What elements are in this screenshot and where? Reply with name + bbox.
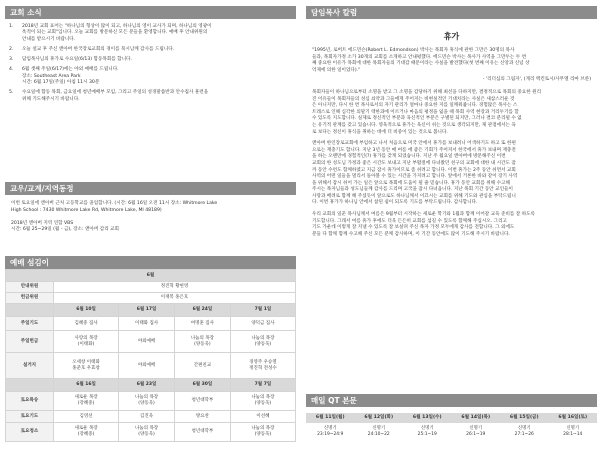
row-label: 토요특송	[6, 392, 54, 411]
row-label: 설거지	[6, 353, 54, 379]
table-cell: 나눔의 목장 (양동욱)	[174, 331, 230, 353]
qt-reference: 신명기 27:1~26	[514, 426, 534, 437]
date-header: 6월 24일	[174, 304, 230, 317]
table-row	[6, 392, 296, 411]
qt-section	[306, 394, 597, 438]
table-row	[6, 353, 296, 379]
table-cell: 정진혁 황현영	[54, 282, 296, 293]
qt-date: 6월 13일(수)	[403, 413, 452, 423]
qt-date: 6월 11일(월)	[306, 413, 355, 423]
notice-header: 교회 소식	[5, 6, 296, 19]
table-row	[6, 282, 296, 293]
article-body-3: 우리 교회의 일꾼 목사님께서 여름은 9월부터 시작하는 새로운 학기와 1월과 함께 이어갈 교육 준비를 잘 하도록 기도합니다. 그래서 여름 휴가 후에도 더욱 든든히 교회를 섬길 수 있도록 함께해 주십시오. 그리고 기도 가운데 이렇게 잘 지낼 수 있도록 잘 보살펴 주신 목자 가정 모두에게 감사를 전합니다. 그 외에도 분들 다 함께 함께 수고해 주신 모든 분께 감사하며, 이 기간 동안에도 많이 기도해 주시기 바랍니다.	[312, 212, 536, 237]
table-cell: 이재복 홍은호	[54, 293, 296, 304]
notice-list	[5, 19, 296, 103]
table-cell: 방요찬	[174, 411, 230, 423]
column-section	[306, 6, 597, 238]
qt-day	[452, 413, 501, 438]
table-cell: 양덕금 집사	[230, 317, 295, 331]
table-row	[6, 331, 296, 353]
table-cell: 사랑의 목장 (이태화)	[54, 331, 119, 353]
article-body-2: 앤아버 한인장로교회에 부임하고 나서 처음으로 미국 안에서 휴가를 보내려니 어색하기도 하고 또 한편 으로는 재충기도 합니다. 지난 3년 동안 매 여름 에 좋은 기회가 주어져서 한국에서 휴가 보내며 재충전 을 하는 오랜만에 경험적인(?) 휴가를 갖게 되었습니다. 지난 주 월요일 앤아버에 방문해주신 이번 교회의 한 성도님 가정과 좋은 시간도 보내고 지난 부활절에 다녀왔던 친구의 교회에 대한 내 시간도 잠 까 동안 수련도 함께하였고 지금 잠시 휴가이므로 좀 쉬려고 합니다. 이번 휴가는 2주 동안 쉬면서 교회 사역의 어떤 일들을 멀리서 돌아볼 수 있는 시간을 가지려고 합니다. 앞에서 거론한 바와 같이 장기 사역 을 위해서 잠시 쉬어 가는 일은 앞으로 목회에 도움이 될 줄 믿습니다. 휴가 동안 교회를 위해 수고해 주시는 목자님들과 성도님들께 감사를 드리며 고국을 잠시 다녀옵니다. 지난 목회 기간 동안 교인들이 사랑과 배려로 함께 해 주셨듯이 앞으로도 하나님께서 이끄시는 교회를 위해 기도와 관심을 부탁드립니 다. 이번 휴가가 하나님 안에서 참된 쉼이 되도록 기도를 부탁드립니다. 감사합니다.	[312, 141, 518, 206]
notice-item-text: 수요일에 함동 목회, 금요일에 청년예배부 모임, 그리고 주일의 성경말씀반과 안수집사 훈련을 위해 기도해주시기 바랍니다.	[22, 90, 209, 102]
table-cell: 나눔의 목장 (양동욱)	[230, 392, 295, 411]
qt-date: 6월 14일(목)	[452, 413, 501, 423]
qt-reference: 신명기 26:1~19	[466, 426, 486, 437]
table-cell: 이선혜	[230, 411, 295, 423]
table-row	[6, 317, 296, 331]
row-label: 토요기도	[6, 411, 54, 423]
table-cell: 김영선	[54, 411, 119, 423]
qt-reference: 신명기 24:10~22	[367, 426, 390, 437]
row-label: 토요청소	[6, 423, 54, 442]
notice-item	[9, 24, 292, 43]
qt-day	[355, 413, 404, 438]
date-header: 6월 30일	[174, 379, 230, 392]
table-row	[6, 411, 296, 423]
region-section	[5, 182, 296, 234]
service-section	[5, 256, 296, 442]
table-cell: 새로운 목장 (강혜중)	[54, 423, 119, 442]
row-label: 주일헌금	[6, 331, 54, 353]
row-label: 안내위원	[6, 282, 54, 293]
table-cell: 야외예배	[119, 331, 175, 353]
date-header: 6월 17일	[119, 304, 175, 317]
row-label: 헌금위원	[6, 293, 54, 304]
notice-section	[5, 6, 296, 107]
right-column	[306, 6, 597, 461]
table-row	[6, 270, 296, 282]
qt-day	[549, 413, 598, 438]
qt-date: 6월 16일(토)	[549, 413, 598, 423]
date-header: 6월 16일	[54, 379, 119, 392]
table-row	[6, 379, 296, 392]
qt-reference: 신명기 23:19~24:9	[317, 426, 344, 437]
service-month: 6월	[6, 270, 296, 282]
qt-reference: 신명기 28:1~14	[563, 426, 583, 437]
table-cell: 간편친교	[174, 353, 230, 379]
table-cell: 청년대학부	[174, 423, 230, 442]
table-cell: 나눔의 목장 (양동욱)	[119, 423, 175, 442]
column-header: 담임목사 칼럼	[306, 6, 597, 19]
notice-item	[9, 57, 292, 63]
service-table	[5, 269, 296, 442]
article-quote: "1995년, 로버트 에드먼슨(Robert L. Edmondson) 박사는 목회자 휴식에 관한 그만은 30명의 목사 들과, 목회자가정 소가 30개의 교회를 소개하고 안내평했다. 에드먼슨 박사는 목사가 사역을 그만두는 두 번 째 중요한 이유가 목회에 대한 목회자들의 기대감 때문이라는 사실을 발견했다(첫 번째 이유는 신앙과 신념 상 억제에 의한 일이었다)."	[312, 48, 530, 73]
table-cell: 나눔의 목장 (양동욱)	[230, 331, 295, 353]
table-cell: 여명훈 집사	[174, 317, 230, 331]
notice-item-number: 2.	[9, 46, 14, 52]
region-text: 이번 토요일에 앤아버 근처 고등학교를 졸업합니다. (시간: 6월 16일 오전 11시 장소: Whitmore Lake High School : 7430 Whitmore Lake Rd, Whitmore Lake, MI 48189) 2018년 앤아버 지역 연합 VBS 시간: 6월 25~29일 (월 - 금), 장소: 앤아버 감리 교회	[11, 201, 218, 233]
notice-item-text: 2018년 교회 표어는 "하나님의 형상이 많이 되고, 하나님의 영이 교사가 되며, 하나님의 영광이 옥적이 되는 교회"입니다. 오늘 교회를 방문하신 모든 분들을 환영합니다. 예배 후 안내위원의 안내를 받으시기 바랍니다.	[22, 24, 212, 42]
notice-item	[9, 67, 292, 86]
table-row	[6, 293, 296, 304]
notice-item-text: 6월 셋째 주일(6/17)에는 야외 예배를 드립니다. 장소: Southeast Area Park 시간: 6월 17일(주일) 아침 11시 30분	[22, 67, 119, 86]
notice-item-text: 오늘 설교 후 주신 앤아버 한국장로교회의 경이를 묵시남께 감사를 드립니다.	[22, 46, 175, 52]
row-label: 주일기도	[6, 317, 54, 331]
notice-item	[9, 47, 292, 53]
table-cell: 오세창 이태화 홍준호 우효창	[54, 353, 119, 379]
date-header: 7월 7일	[230, 379, 295, 392]
service-header: 예배 섬김이	[5, 256, 296, 269]
qt-table	[306, 413, 597, 438]
notice-item-number: 3.	[9, 57, 14, 63]
table-cell: 야외예배	[119, 353, 175, 379]
qt-header: 매일 QT 본문	[306, 394, 597, 407]
table-cell: 김혜중 집사	[54, 317, 119, 331]
table-cell: 청년대학부	[174, 392, 230, 411]
notice-item-text: 담임목사님의 휴가로 수요일(6/13) 함동목회를 합니다.	[22, 57, 132, 63]
date-header: 7월 1일	[230, 304, 295, 317]
table-cell: 나눔의 목장 (양동욱)	[119, 392, 175, 411]
table-cell: 새로운 목장 (강혜중)	[54, 392, 119, 411]
table-cell: 나눔의 목장 (양동욱)	[230, 423, 295, 442]
table-corner	[6, 304, 54, 317]
date-header: 6월 10일	[54, 304, 119, 317]
quote-source: - '리더십의 그림자', (게리 맥킨토시/사무엘 리마 브룬)	[482, 77, 591, 83]
article-title: 휴가	[443, 32, 460, 41]
qt-day	[500, 413, 549, 438]
qt-date: 6월 12일(화)	[355, 413, 404, 423]
qt-reference: 신명기 25:1~19	[417, 426, 437, 437]
table-cell: 이태화 집사	[119, 317, 175, 331]
left-column	[5, 6, 296, 461]
region-header: 교우/교계/지역동정	[5, 182, 296, 195]
qt-day	[306, 413, 355, 438]
notice-item-number: 4.	[9, 67, 14, 73]
table-row	[6, 304, 296, 317]
table-corner	[6, 379, 54, 392]
date-header: 6월 23일	[119, 379, 175, 392]
table-cell: 경영주 우승열 정진혁 전성수	[230, 353, 295, 379]
qt-date: 6월 15일(금)	[500, 413, 549, 423]
notice-item-number: 1.	[9, 24, 14, 29]
qt-day	[403, 413, 452, 438]
table-cell: 김진욱	[119, 411, 175, 423]
article-body-1: 목회자들이 하나님으로부터 소명을 받고 그 소명을 감당하기 위해 최선을 다하지만, 결정적으로 목회의 중요한 원리 진 이유들이 목회자들의 성심 쇠약과 그들에게 주어지는 비현실적인 기대치라는 사실은 새삼스러운 것 은 아니지만, 다시 한 번 목사로서의 자기 관리가 얼마나 중요한 지를 일깨워줍니다. 경험많은 목사는 스 트레스로 인해 심각한 의말기 텍한과에 이르거나 마음의 평정을 잃을 때 목회 사역 현장과 거리두기를 할 수 있도록 지도합니다. 실제로 정신적인 부분과 육신적인 부분은 구별된 되지만, 그러나 결코 분리될 수 없 는 유기적 관계를 갖고 있습니다. 영육적으로 휴가는 육신이 쉬는 것으로 생각되지만, 제 관점에서는 육 로 보다는 정신이 휴식을 취하는 데에 더 비중이 있는 것으로 봅니다.	[312, 89, 542, 135]
notice-item-number: 5.	[9, 90, 14, 96]
notice-item	[9, 90, 292, 103]
table-row	[6, 423, 296, 442]
